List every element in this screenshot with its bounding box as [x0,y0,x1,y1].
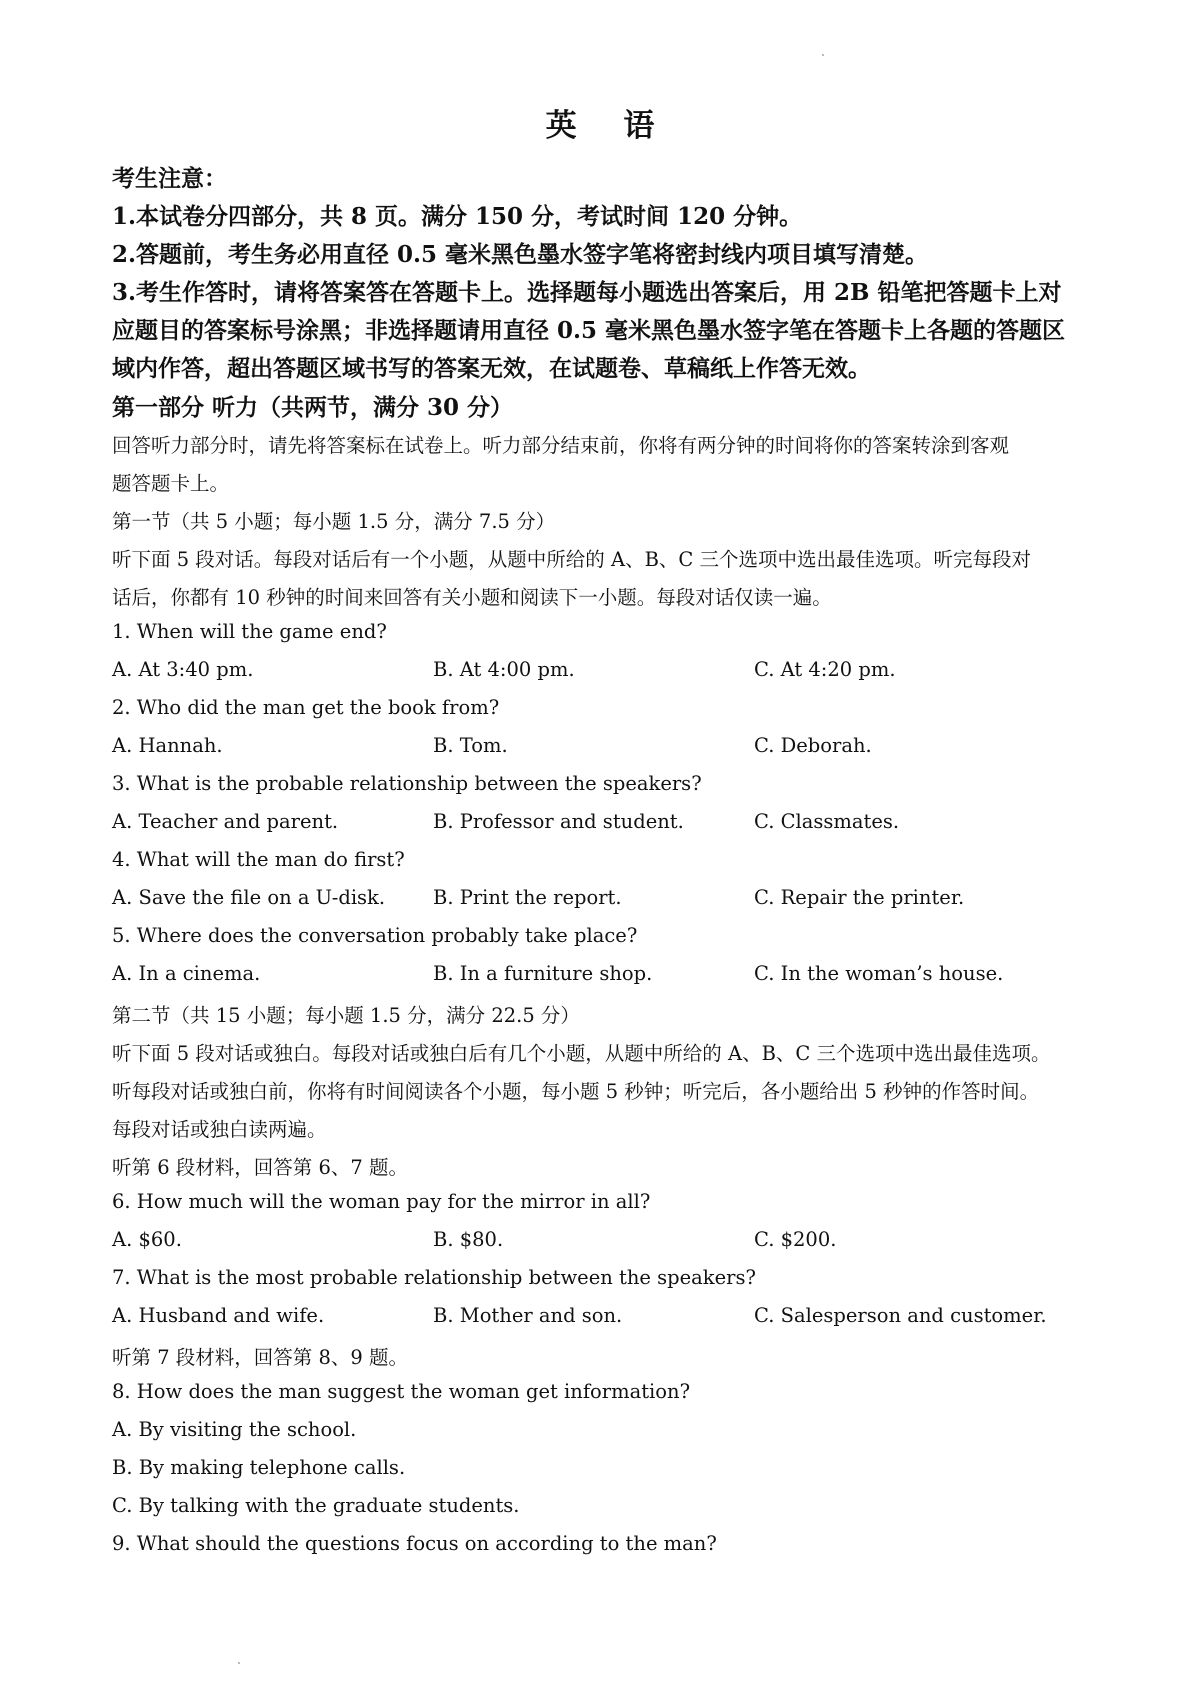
q5-option-a: A. In a cinema. [112,962,261,985]
q8-option-c: C. By talking with the graduate students. [112,1494,520,1517]
notice-item-3: 3.考生作答时，请将答案答在答题卡上。选择题每小题选出答案后，用 2B 铅笔把答题卡上对 [112,279,1062,306]
section1-heading: 第一节（共 5 小题；每小题 1.5 分，满分 7.5 分） [112,510,556,533]
q4-option-a: A. Save the file on a U-disk. [112,886,386,909]
q2-option-c: C. Deborah. [754,734,872,757]
page-title: 英 语 [545,108,673,144]
question-8: 8. How does the man suggest the woman get information? [112,1380,691,1403]
scan-dot [238,1662,240,1664]
notice-heading: 考生注意： [112,165,227,192]
q7-option-b: B. Mother and son. [433,1304,623,1327]
q5-option-b: B. In a furniture shop. [433,962,653,985]
q6-option-a: A. $60. [112,1228,182,1251]
part1-intro-line-2: 题答题卡上。 [112,472,230,495]
question-2: 2. Who did the man get the book from? [112,696,500,719]
question-9: 9. What should the questions focus on according to the man? [112,1532,717,1555]
question-6: 6. How much will the woman pay for the mirror in all? [112,1190,651,1213]
part1-heading: 第一部分 听力（共两节，满分 30 分） [112,394,514,421]
question-1: 1. When will the game end? [112,620,387,643]
q1-option-c: C. At 4:20 pm. [754,658,896,681]
part1-intro-line-1: 回答听力部分时，请先将答案标在试卷上。听力部分结束前，你将有两分钟的时间将你的答案转涂到客观 [112,434,1010,457]
question-3: 3. What is the probable relationship between the speakers? [112,772,702,795]
q7-option-a: A. Husband and wife. [112,1304,325,1327]
section2-instructions-line-1: 听下面 5 段对话或独白。每段对话或独白后有几个小题，从题中所给的 A、B、C 三个选项中选出最佳选项。 [112,1042,1051,1065]
section2-heading: 第二节（共 15 小题；每小题 1.5 分，满分 22.5 分） [112,1004,580,1027]
notice-item-2: 2.答题前，考生务必用直径 0.5 毫米黑色墨水签字笔将密封线内项目填写清楚。 [112,241,929,268]
q8-option-a: A. By visiting the school. [112,1418,357,1441]
notice-item-3-cont-1: 应题目的答案标号涂黑；非选择题请用直径 0.5 毫米黑色墨水签字笔在答题卡上各题的答题区 [112,317,1066,344]
question-7: 7. What is the most probable relationship between the speakers? [112,1266,756,1289]
question-4: 4. What will the man do first? [112,848,405,871]
q3-option-c: C. Classmates. [754,810,900,833]
q6-option-c: C. $200. [754,1228,837,1251]
material-6-heading: 听第 6 段材料，回答第 6、7 题。 [112,1156,409,1179]
q6-option-b: B. $80. [433,1228,504,1251]
q1-option-b: B. At 4:00 pm. [433,658,575,681]
q4-option-c: C. Repair the printer. [754,886,965,909]
q7-option-c: C. Salesperson and customer. [754,1304,1047,1327]
section2-instructions-line-3: 每段对话或独白读两遍。 [112,1118,327,1141]
notice-item-1: 1.本试卷分四部分，共 8 页。满分 150 分，考试时间 120 分钟。 [112,203,803,230]
question-5: 5. Where does the conversation probably take place? [112,924,638,947]
q5-option-c: C. In the woman’s house. [754,962,1004,985]
q2-option-a: A. Hannah. [112,734,223,757]
q3-option-b: B. Professor and student. [433,810,684,833]
q1-option-a: A. At 3:40 pm. [112,658,254,681]
section1-instructions-line-1: 听下面 5 段对话。每段对话后有一个小题，从题中所给的 A、B、C 三个选项中选出最佳选项。听完每段对 [112,548,1032,571]
notice-item-3-cont-2: 域内作答，超出答题区域书写的答案无效，在试题卷、草稿纸上作答无效。 [112,355,871,382]
section2-instructions-line-2: 听每段对话或独白前，你将有时间阅读各个小题，每小题 5 秒钟；听完后，各小题给出 5 秒钟的作答时间。 [112,1080,1040,1103]
q3-option-a: A. Teacher and parent. [112,810,339,833]
scan-dot [822,54,824,56]
q2-option-b: B. Tom. [433,734,508,757]
material-7-heading: 听第 7 段材料，回答第 8、9 题。 [112,1346,409,1369]
section1-instructions-line-2: 话后，你都有 10 秒钟的时间来回答有关小题和阅读下一小题。每段对话仅读一遍。 [112,586,832,609]
q8-option-b: B. By making telephone calls. [112,1456,406,1479]
q4-option-b: B. Print the report. [433,886,622,909]
